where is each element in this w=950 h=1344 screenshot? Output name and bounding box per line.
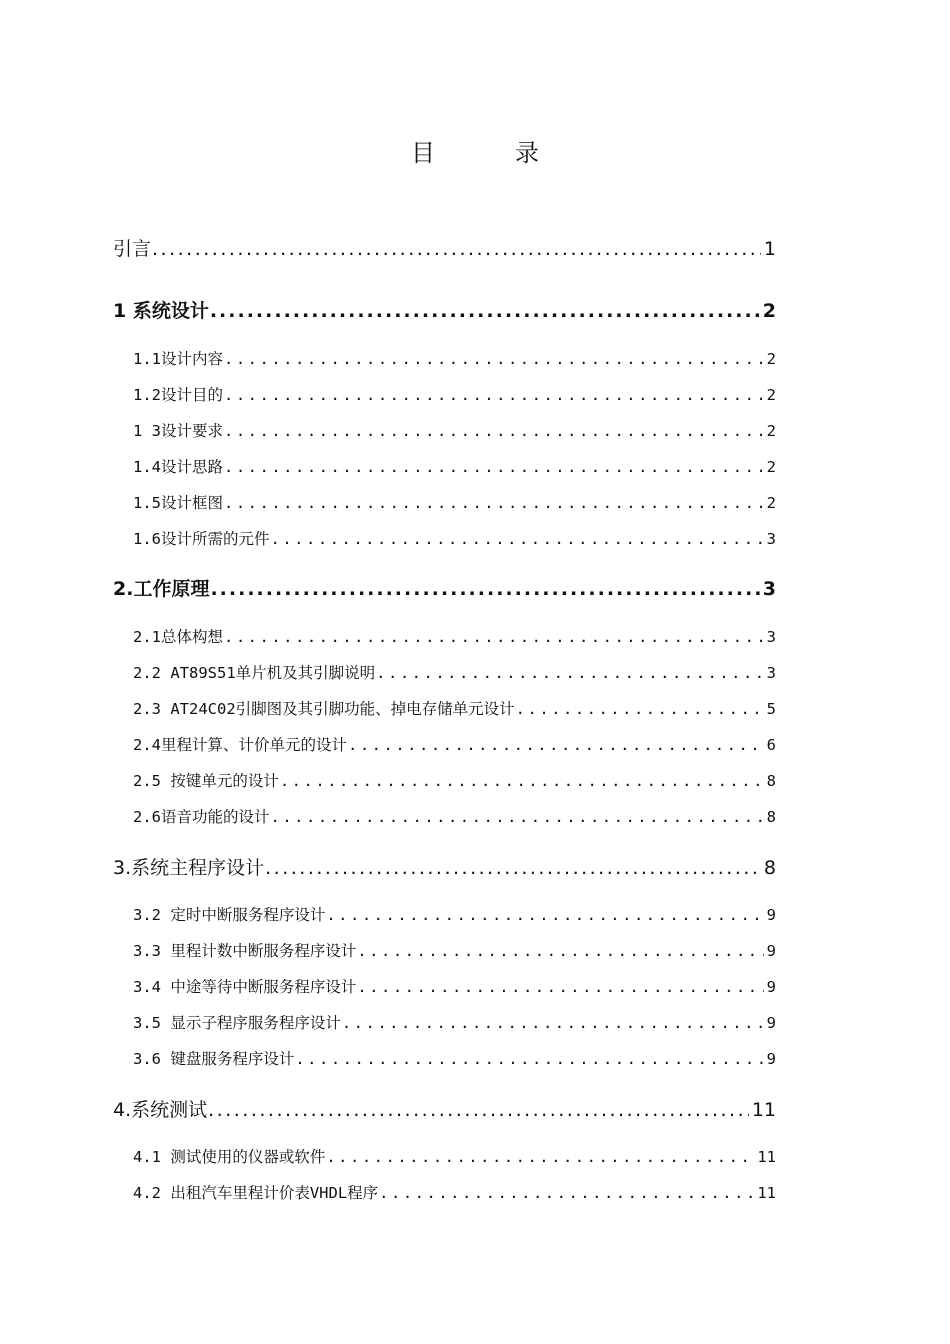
toc-entry-label: 2.工作原理 [113, 578, 210, 600]
toc-entry-chapter-1[interactable] [113, 300, 776, 323]
toc-entry-label: 4.系统测试 [113, 1099, 208, 1121]
dot-leader [348, 736, 764, 755]
toc-entry-chapter-3[interactable] [113, 857, 776, 880]
toc-entry-intro[interactable] [113, 238, 776, 261]
dot-leader [342, 1014, 764, 1033]
toc-entry-label: 1.1设计内容 [133, 350, 223, 368]
toc-entry-label: 2.5 按键单元的设计 [133, 772, 279, 790]
dot-leader [224, 350, 764, 369]
toc-entry-page: 8 [766, 808, 776, 826]
toc-entry-4-1[interactable] [133, 1148, 776, 1167]
dot-leader [376, 664, 764, 683]
toc-entry-1-3[interactable] [133, 422, 776, 441]
toc-entry-page: 2 [766, 350, 776, 368]
dot-leader [326, 906, 763, 925]
toc-entry-3-5[interactable] [133, 1014, 776, 1033]
dot-leader [224, 386, 764, 405]
toc-entry-label: 3.3 里程计数中断服务程序设计 [133, 942, 357, 960]
dot-leader [271, 530, 764, 549]
dot-leader [326, 1148, 754, 1167]
toc-entry-label: 1.2设计目的 [133, 386, 223, 404]
toc-entry-2-6[interactable] [133, 808, 776, 827]
dot-leader [224, 422, 764, 441]
toc-entry-2-4[interactable] [133, 736, 776, 755]
dot-leader [224, 458, 764, 477]
toc-entry-3-3[interactable] [133, 942, 776, 961]
toc-entry-label: 1.5设计框图 [133, 494, 223, 512]
dot-leader [280, 772, 764, 791]
toc-entry-label: 4.2 出租汽车里程计价表VHDL程序 [133, 1184, 379, 1202]
dot-leader [265, 857, 761, 880]
toc-entry-label: 3.2 定时中断服务程序设计 [133, 906, 326, 924]
dot-leader [224, 494, 764, 513]
toc-entry-label: 1 3设计要求 [133, 422, 223, 440]
dot-leader [379, 1184, 754, 1203]
toc-entry-label: 3.系统主程序设计 [113, 857, 265, 879]
toc-entry-page: 3 [766, 530, 776, 548]
toc-entry-label: 3.6 键盘服务程序设计 [133, 1050, 295, 1068]
toc-entry-page: 3 [766, 664, 776, 682]
toc-entry-label: 1 系统设计 [113, 300, 209, 322]
toc-entry-page: 3 [762, 578, 776, 600]
toc-entry-page: 11 [751, 1099, 776, 1121]
toc-entry-label: 4.1 测试使用的仪器或软件 [133, 1148, 326, 1166]
toc-entry-page: 8 [766, 772, 776, 790]
toc-entry-label: 2.1总体构想 [133, 628, 223, 646]
toc-entry-chapter-4[interactable] [113, 1099, 776, 1122]
toc-entry-page: 9 [766, 978, 776, 996]
toc-entry-2-3[interactable] [133, 700, 776, 719]
dot-leader [210, 578, 759, 601]
toc-entry-label: 2.4里程计算、计价单元的设计 [133, 736, 347, 754]
dot-leader [152, 238, 761, 261]
toc-entry-page: 5 [766, 700, 776, 718]
toc-entry-page: 9 [766, 1014, 776, 1032]
toc-entry-page: 8 [763, 857, 776, 879]
dot-leader [516, 700, 764, 719]
toc-entry-label: 2.6语音功能的设计 [133, 808, 270, 826]
toc-entry-label: 3.5 显示子程序服务程序设计 [133, 1014, 341, 1032]
toc-entry-page: 9 [766, 906, 776, 924]
toc-entry-1-1[interactable] [133, 350, 776, 369]
toc-entry-page: 2 [766, 422, 776, 440]
toc-entry-label: 1.6设计所需的元件 [133, 530, 270, 548]
toc-entry-chapter-2[interactable] [113, 578, 776, 601]
toc-entry-1-6[interactable] [133, 530, 776, 549]
toc-entry-page: 2 [766, 386, 776, 404]
toc-entry-page: 2 [766, 494, 776, 512]
toc-entry-page: 2 [766, 458, 776, 476]
toc-entry-page: 6 [766, 736, 776, 754]
toc-entry-page: 2 [762, 300, 776, 322]
dot-leader [295, 1050, 763, 1069]
toc-entry-2-5[interactable] [133, 772, 776, 791]
toc-entry-label: 引言 [113, 238, 152, 260]
toc-entry-page: 11 [757, 1148, 776, 1166]
toc-entry-page: 11 [757, 1184, 776, 1202]
toc-entry-3-2[interactable] [133, 906, 776, 925]
toc-entry-1-2[interactable] [133, 386, 776, 405]
toc-entry-page: 1 [763, 238, 776, 260]
toc-entry-page: 9 [766, 1050, 776, 1068]
toc-entry-label: 3.4 中途等待中断服务程序设计 [133, 978, 357, 996]
toc-entry-label: 2.2 AT89S51单片机及其引脚说明 [133, 664, 376, 682]
page-title: 目 录 [411, 139, 567, 167]
dot-leader [271, 808, 764, 827]
dot-leader [208, 1099, 749, 1122]
toc-entry-page: 9 [766, 942, 776, 960]
toc-entry-2-1[interactable] [133, 628, 776, 647]
dot-leader [210, 300, 760, 323]
toc-entry-2-2[interactable] [133, 664, 776, 683]
dot-leader [357, 978, 763, 997]
toc-entry-1-5[interactable] [133, 494, 776, 513]
toc-entry-3-4[interactable] [133, 978, 776, 997]
toc-entry-label: 1.4设计思路 [133, 458, 223, 476]
toc-entry-label: 2.3 AT24C02引脚图及其引脚功能、掉电存储单元设计 [133, 700, 515, 718]
toc-entry-4-2[interactable] [133, 1184, 776, 1203]
dot-leader [224, 628, 764, 647]
dot-leader [357, 942, 763, 961]
toc-entry-page: 3 [766, 628, 776, 646]
toc-entry-1-4[interactable] [133, 458, 776, 477]
toc-entry-3-6[interactable] [133, 1050, 776, 1069]
